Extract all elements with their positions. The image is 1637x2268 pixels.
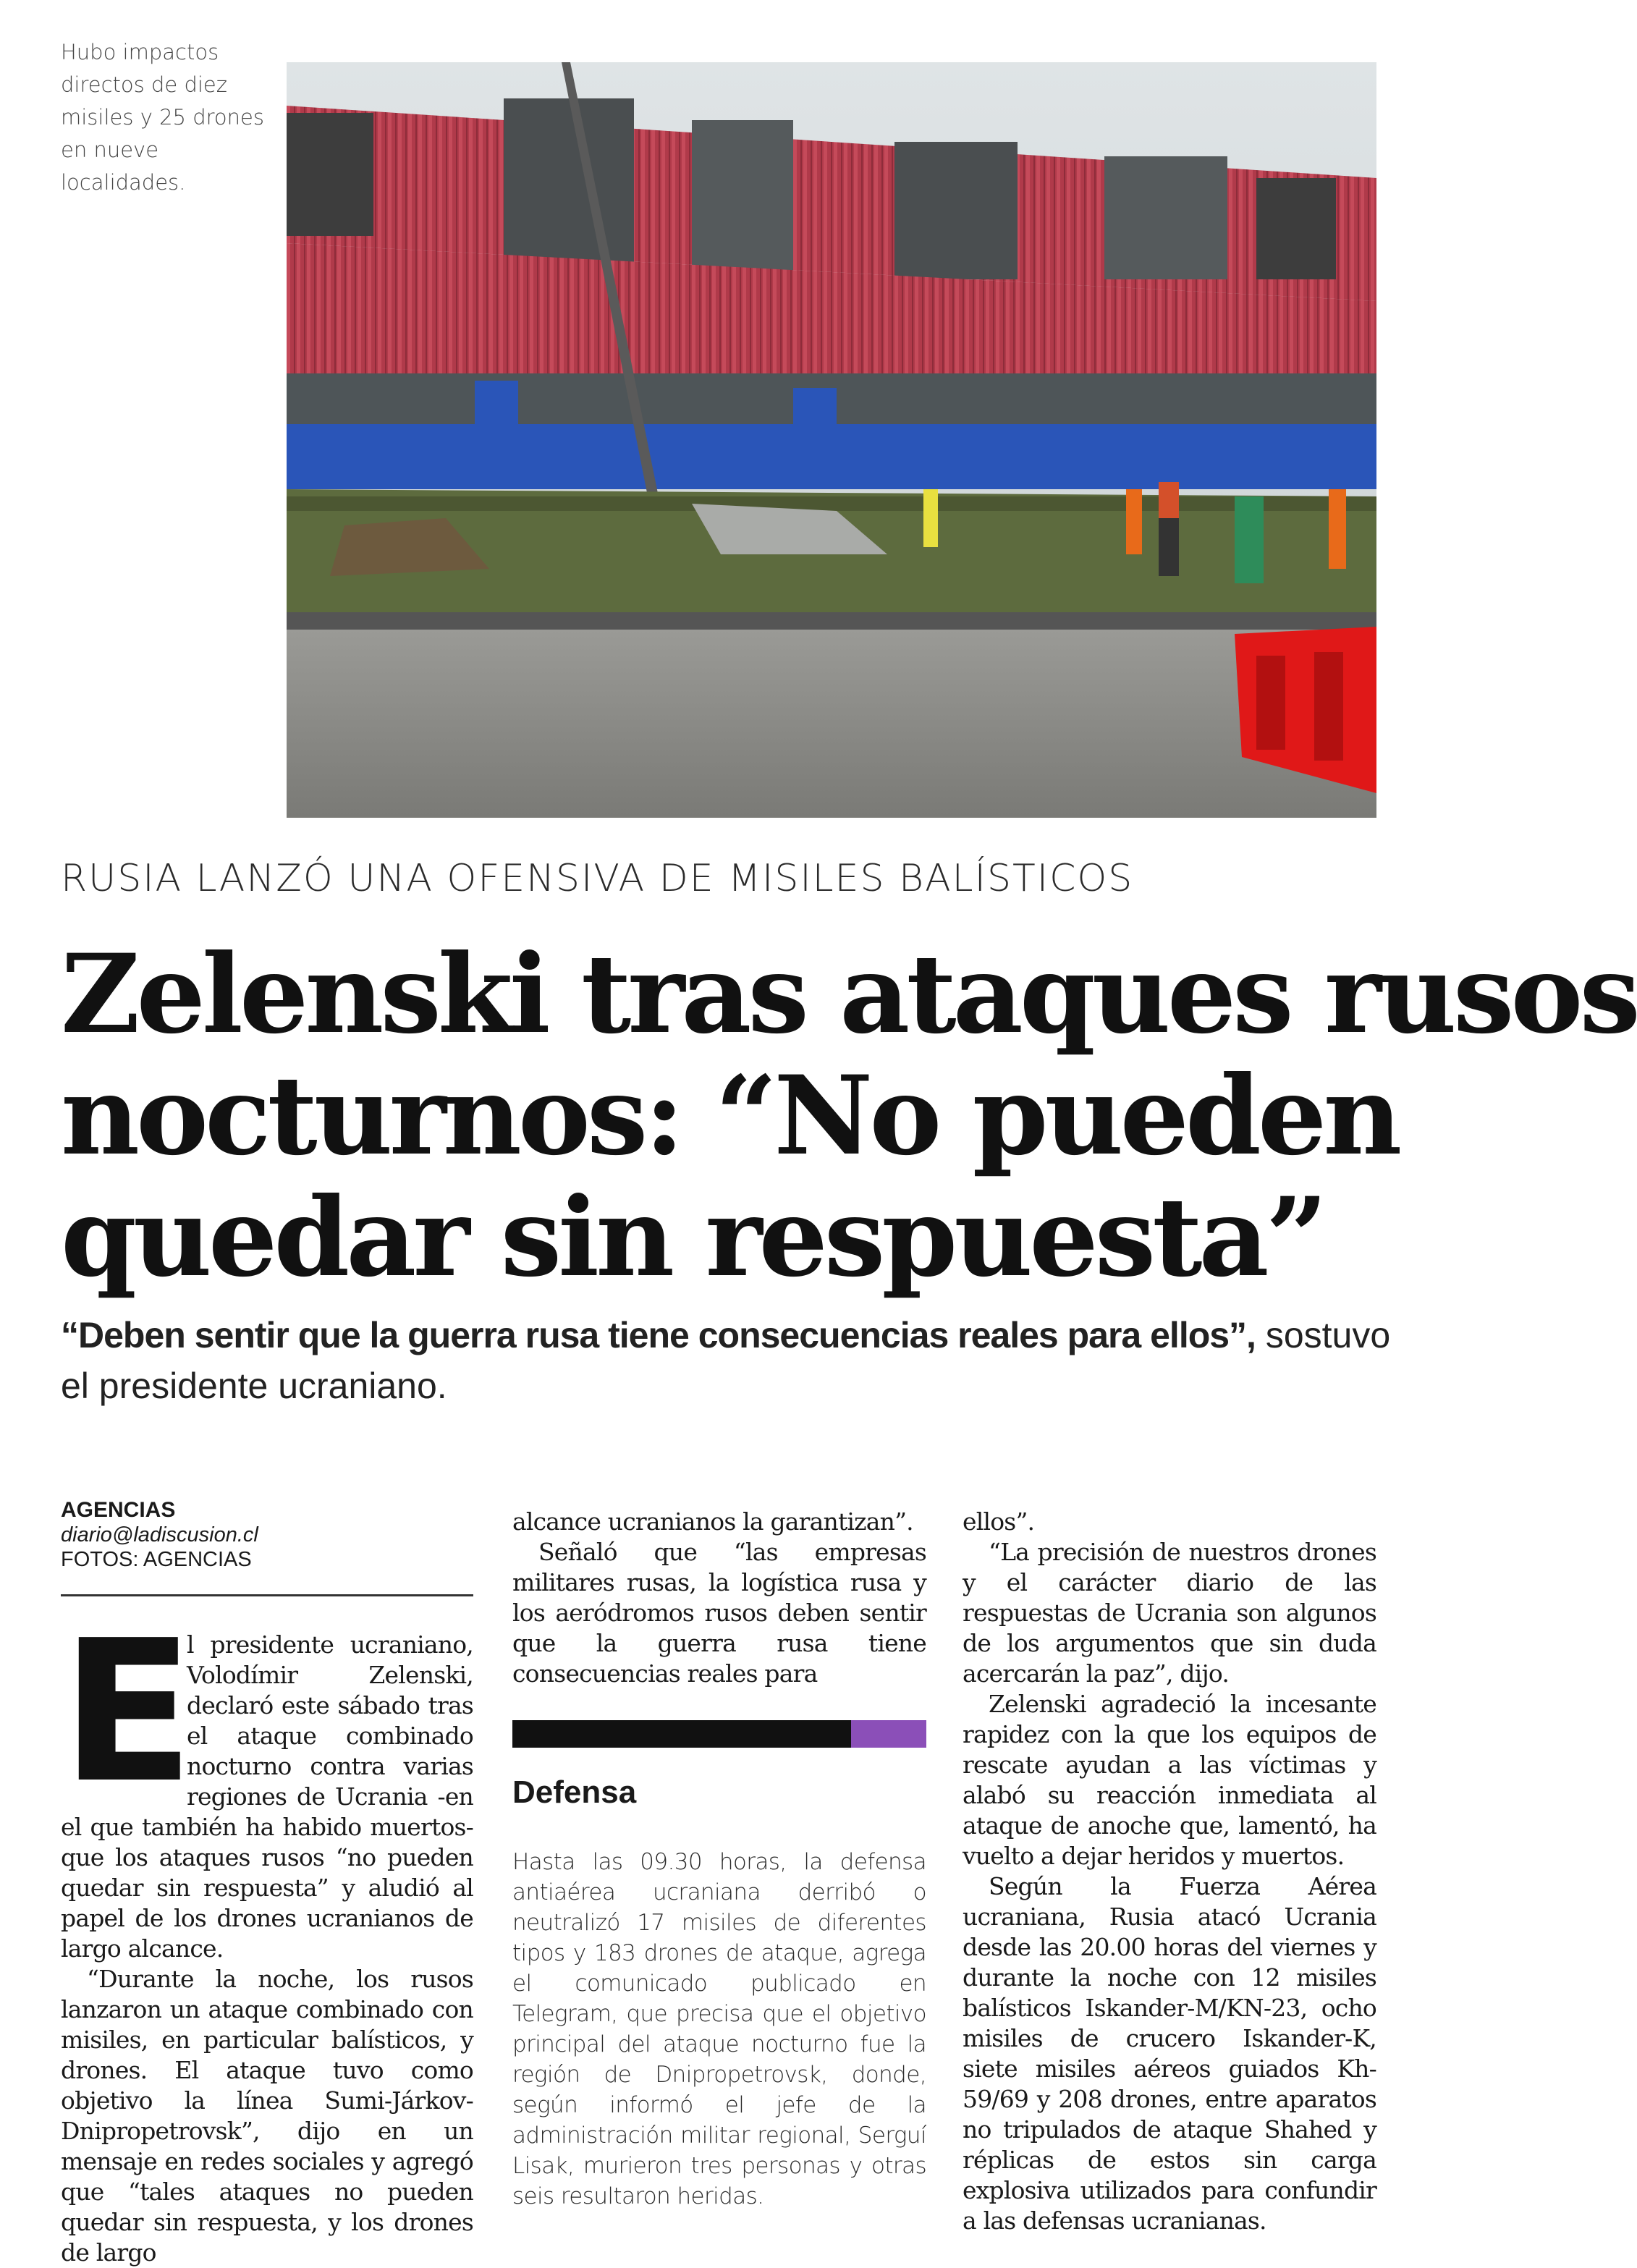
byline-photos: FOTOS: AGENCIAS	[61, 1548, 252, 1571]
headline-line: nocturnos: “No pueden	[61, 1052, 1399, 1180]
headline-line: Zelenski tras ataques rusos	[61, 931, 1637, 1058]
sidebar-title: Defensa	[512, 1774, 637, 1810]
article-column-2	[512, 1507, 926, 1689]
paragraph: “Durante la noche, los rusos lanzaron un ataque combinado con misiles, en particular balísticos, y drones. El ataque tuvo como objetivo la línea Sumi-Járkov-Dnipropetrovsk”, dijo en un mensaje en redes sociales y agregó que “tales ataques no pueden quedar sin respuesta, y los drones de largo	[61, 1965, 473, 2267]
paragraph: Zelenski agradeció la incesante rapidez con la que los equipos de rescate ayudan a las víctimas y alabó su reacción inmediata al ataque de anoche que, lamentó, ha vuelto a dejar heridos y muertos.	[963, 1690, 1376, 1870]
lede-attribution: sostuvo el presidente ucraniano.	[61, 1315, 1391, 1406]
paragraph: alcance ucranianos la garantizan”.	[512, 1507, 913, 1536]
lede-quote: “Deben sentir que la guerra rusa tiene consecuencias reales para ellos”,	[61, 1315, 1256, 1355]
byline-agency: AGENCIAS	[61, 1498, 176, 1522]
byline-email: diario@ladiscusion.cl	[61, 1523, 258, 1546]
paragraph: ellos”.	[963, 1507, 1035, 1536]
article-lede	[61, 1310, 1392, 1411]
byline-divider	[61, 1594, 473, 1596]
headline-line: quedar sin respuesta”	[61, 1174, 1324, 1301]
paragraph: l presidente ucraniano, Volodímir Zelenski, declaró este sábado tras el ataque combinado nocturno contra varias regiones de Ucrania -en el que también ha habido muertos- que los ataques rusos “no pueden quedar sin respuesta” y aludió al papel de los drones ucranianos de largo alcance.	[61, 1630, 473, 1963]
article-column-3	[963, 1507, 1376, 2236]
article-column-1	[61, 1598, 473, 2268]
photo-caption: Hubo impactos directos de diez misiles y 25 drones en nueve localidades.	[61, 40, 264, 195]
byline	[61, 1498, 473, 1572]
article-kicker: RUSIA LANZÓ UNA OFENSIVA DE MISILES BALÍSTICOS	[61, 857, 1134, 900]
paragraph: Según la Fuerza Aérea ucraniana, Rusia atacó Ucrania desde las 20.00 horas del viernes y durante la noche con 12 misiles balísticos Iskander-M/KN-23, ocho misiles de crucero Iskander-K, siete misiles aéreos guiados Kh-59/69 y 208 drones, entre aparatos no tripulados de ataque Shahed y réplicas de estos sin carga explosiva utilizados para confundir a las defensas ucranianas.	[963, 1872, 1376, 2235]
paragraph: “La precisión de nuestros drones y el carácter diario de las respuestas de Ucrania son algunos de los argumentos que sin duda acercarán la paz”, dijo.	[963, 1538, 1376, 1688]
headline	[61, 931, 1637, 1301]
paragraph: Señaló que “las empresas militares rusas, la logística rusa y los aeródromos rusos deben sentir que la guerra rusa tiene consecuencias reales para	[512, 1538, 926, 1688]
drop-cap: E	[61, 1598, 194, 1826]
sidebar-accent-bar	[851, 1720, 926, 1748]
damaged-building-photo	[287, 62, 1376, 818]
sidebar-text: Hasta las 09.30 horas, la defensa antiaérea ucraniana derribó o neutralizó 17 misiles de diferentes tipos y 183 drones de ataque, agrega el comunicado publicado en Telegram, que precisa que el objetivo principal del ataque nocturno fue la región de Dnipropetrovsk, donde, según informó el jefe de la administración militar regional, Serguí Lisak, murieron tres personas y otras seis resultaron heridas.	[512, 1849, 926, 2209]
photo-illustration	[287, 62, 1376, 818]
